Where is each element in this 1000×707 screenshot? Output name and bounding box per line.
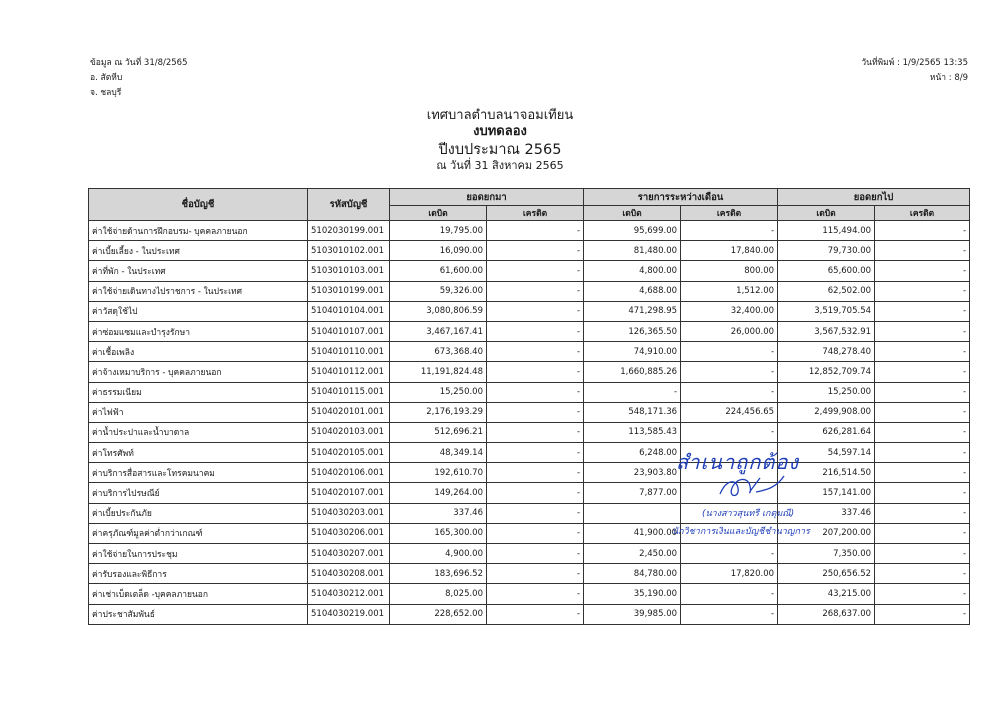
table-row xyxy=(89,402,970,422)
month-debit-cell: 81,480.00 xyxy=(584,241,681,261)
account-name-cell: ค่ารับรองและพิธีการ xyxy=(89,564,308,584)
account-name-cell: ค่าไฟฟ้า xyxy=(89,402,308,422)
account-name-cell: ค่าใช้จ่ายด้านการฝึกอบรม- บุคคลภายนอก xyxy=(89,221,308,241)
fiscal-year: ปีงบประมาณ 2565 xyxy=(438,141,562,158)
month-debit-cell xyxy=(584,503,681,523)
account-name-cell: ค่าบริการไปรษณีย์ xyxy=(89,483,308,503)
month-debit-cell: 4,688.00 xyxy=(584,281,681,301)
cf-credit-cell: - xyxy=(875,422,970,442)
month-credit-cell: 26,000.00 xyxy=(681,321,778,341)
month-credit-cell: 17,840.00 xyxy=(681,241,778,261)
month-credit-cell: 800.00 xyxy=(681,261,778,281)
cf-debit-cell: 626,281.64 xyxy=(778,422,875,442)
month-credit-cell: - xyxy=(681,544,778,564)
table-row xyxy=(89,584,970,604)
bf-credit-cell: - xyxy=(487,422,584,442)
account-name-cell: ค่าครุภัณฑ์มูลค่าต่ำกว่าเกณฑ์ xyxy=(89,523,308,543)
month-credit-cell: 1,512.00 xyxy=(681,281,778,301)
bf-credit-cell: - xyxy=(487,342,584,362)
month-credit-cell xyxy=(681,463,778,483)
table-row xyxy=(89,523,970,543)
cf-debit-cell: 12,852,709.74 xyxy=(778,362,875,382)
bf-debit-cell: 11,191,824.48 xyxy=(390,362,487,382)
month-debit-cell: 7,877.00 xyxy=(584,483,681,503)
cf-credit-cell: - xyxy=(875,523,970,543)
account-name-cell: ค่าประชาสัมพันธ์ xyxy=(89,604,308,624)
account-code-cell: 5104020106.001 xyxy=(308,463,390,483)
table-row xyxy=(89,503,970,523)
account-code-cell: 5104010107.001 xyxy=(308,321,390,341)
bf-credit-cell: - xyxy=(487,604,584,624)
table-row xyxy=(89,301,970,321)
cf-credit-cell: - xyxy=(875,564,970,584)
cf-credit-cell: - xyxy=(875,342,970,362)
header-m-debit: เดบิต xyxy=(584,206,681,221)
table-row xyxy=(89,544,970,564)
cf-debit-cell: 65,600.00 xyxy=(778,261,875,281)
cf-credit-cell: - xyxy=(875,382,970,402)
report-title: งบทดลอง xyxy=(473,124,527,140)
district: อ. สัตหีบ xyxy=(90,73,123,83)
header-during-month: รายการระหว่างเดือน xyxy=(584,189,778,206)
month-debit-cell: 471,298.95 xyxy=(584,301,681,321)
table-row xyxy=(89,321,970,341)
cf-credit-cell: - xyxy=(875,321,970,341)
bf-credit-cell: - xyxy=(487,544,584,564)
bf-credit-cell: - xyxy=(487,362,584,382)
month-credit-cell: 224,456.65 xyxy=(681,402,778,422)
bf-debit-cell: 3,467,167.41 xyxy=(390,321,487,341)
account-code-cell: 5104030212.001 xyxy=(308,584,390,604)
account-code-cell: 5104020107.001 xyxy=(308,483,390,503)
account-code-cell: 5104010110.001 xyxy=(308,342,390,362)
cf-debit-cell: 250,656.52 xyxy=(778,564,875,584)
cf-credit-cell: - xyxy=(875,604,970,624)
bf-debit-cell: 2,176,193.29 xyxy=(390,402,487,422)
cf-debit-cell: 79,730.00 xyxy=(778,241,875,261)
account-name-cell: ค่าเชื้อเพลิง xyxy=(89,342,308,362)
cf-credit-cell: - xyxy=(875,443,970,463)
table-row xyxy=(89,342,970,362)
bf-debit-cell: 48,349.14 xyxy=(390,443,487,463)
cf-credit-cell: - xyxy=(875,463,970,483)
account-name-cell: ค่าธรรมเนียม xyxy=(89,382,308,402)
account-code-cell: 5104010112.001 xyxy=(308,362,390,382)
cf-debit-cell: 337.46 xyxy=(778,503,875,523)
table-row xyxy=(89,221,970,241)
bf-debit-cell: 19,795.00 xyxy=(390,221,487,241)
cf-debit-cell: 3,519,705.54 xyxy=(778,301,875,321)
month-credit-cell xyxy=(681,503,778,523)
month-debit-cell: 74,910.00 xyxy=(584,342,681,362)
header-account-name: ชื่อบัญชี xyxy=(89,189,308,221)
report-meta-right xyxy=(861,56,968,86)
account-name-cell: ค่าน้ำประปาและน้ำบาดาล xyxy=(89,422,308,442)
cf-debit-cell: 43,215.00 xyxy=(778,584,875,604)
table-row xyxy=(89,483,970,503)
month-credit-cell: - xyxy=(681,342,778,362)
bf-credit-cell: - xyxy=(487,483,584,503)
bf-debit-cell: 228,652.00 xyxy=(390,604,487,624)
data-as-of: ข้อมูล ณ วันที่ 31/8/2565 xyxy=(90,58,188,68)
month-credit-cell xyxy=(681,483,778,503)
month-debit-cell: 4,800.00 xyxy=(584,261,681,281)
table-row xyxy=(89,241,970,261)
cf-debit-cell: 157,141.00 xyxy=(778,483,875,503)
month-credit-cell xyxy=(681,443,778,463)
stamp-text: สำเนาถูกต้อง xyxy=(676,450,800,474)
month-debit-cell: 548,171.36 xyxy=(584,402,681,422)
account-code-cell: 5104030206.001 xyxy=(308,523,390,543)
month-credit-cell: - xyxy=(681,382,778,402)
account-code-cell: 5104030208.001 xyxy=(308,564,390,584)
table-row xyxy=(89,261,970,281)
bf-debit-cell: 59,326.00 xyxy=(390,281,487,301)
bf-credit-cell: - xyxy=(487,523,584,543)
account-code-cell: 5103010199.001 xyxy=(308,281,390,301)
bf-credit-cell: - xyxy=(487,584,584,604)
account-name-cell: ค่าวัสดุใช้ไป xyxy=(89,301,308,321)
account-code-cell: 5104020105.001 xyxy=(308,443,390,463)
cf-debit-cell: 216,514.50 xyxy=(778,463,875,483)
stamp-signer-position: นักวิชาการเงินและบัญชีชำนาญการ xyxy=(672,527,810,537)
table-body xyxy=(89,221,970,625)
month-credit-cell: - xyxy=(681,584,778,604)
account-name-cell: ค่าเบี้ยเลี้ยง - ในประเทศ xyxy=(89,241,308,261)
account-code-cell: 5102030199.001 xyxy=(308,221,390,241)
month-debit-cell: 23,903.80 xyxy=(584,463,681,483)
table-row xyxy=(89,422,970,442)
cf-credit-cell: - xyxy=(875,281,970,301)
table-row xyxy=(89,443,970,463)
cf-debit-cell: 7,350.00 xyxy=(778,544,875,564)
cf-debit-cell: 3,567,532.91 xyxy=(778,321,875,341)
bf-credit-cell: - xyxy=(487,463,584,483)
province: จ. ชลบุรี xyxy=(90,88,122,98)
account-name-cell: ค่าโทรศัพท์ xyxy=(89,443,308,463)
month-debit-cell: 113,585.43 xyxy=(584,422,681,442)
bf-debit-cell: 61,600.00 xyxy=(390,261,487,281)
bf-credit-cell: - xyxy=(487,564,584,584)
cf-credit-cell: - xyxy=(875,241,970,261)
header-carried-forward: ยอดยกไป xyxy=(778,189,970,206)
cf-credit-cell: - xyxy=(875,221,970,241)
header-bf-debit: เดบิต xyxy=(390,206,487,221)
bf-debit-cell: 16,090.00 xyxy=(390,241,487,261)
account-code-cell: 5104020103.001 xyxy=(308,422,390,442)
account-code-cell: 5103010103.001 xyxy=(308,261,390,281)
month-debit-cell: 126,365.50 xyxy=(584,321,681,341)
table-row xyxy=(89,564,970,584)
cf-debit-cell: 54,597.14 xyxy=(778,443,875,463)
bf-credit-cell: - xyxy=(487,321,584,341)
cf-credit-cell: - xyxy=(875,584,970,604)
bf-debit-cell: 149,264.00 xyxy=(390,483,487,503)
month-credit-cell: 17,820.00 xyxy=(681,564,778,584)
cf-debit-cell: 748,278.40 xyxy=(778,342,875,362)
bf-credit-cell: - xyxy=(487,382,584,402)
account-code-cell: 5104030207.001 xyxy=(308,544,390,564)
account-name-cell: ค่าใช้จ่ายเดินทางไปราชการ - ในประเทศ xyxy=(89,281,308,301)
table-row xyxy=(89,463,970,483)
bf-debit-cell: 673,368.40 xyxy=(390,342,487,362)
header-cf-credit: เครดิต xyxy=(875,206,970,221)
bf-credit-cell: - xyxy=(487,443,584,463)
header-brought-forward: ยอดยกมา xyxy=(390,189,584,206)
bf-debit-cell: 15,250.00 xyxy=(390,382,487,402)
cf-credit-cell: - xyxy=(875,301,970,321)
table-row xyxy=(89,382,970,402)
account-name-cell: ค่าจ้างเหมาบริการ - บุคคลภายนอก xyxy=(89,362,308,382)
bf-debit-cell: 512,696.21 xyxy=(390,422,487,442)
cf-credit-cell: - xyxy=(875,503,970,523)
bf-credit-cell: - xyxy=(487,261,584,281)
month-credit-cell: 32,400.00 xyxy=(681,301,778,321)
account-name-cell: ค่าเบี้ยประกันภัย xyxy=(89,503,308,523)
cf-debit-cell: 207,200.00 xyxy=(778,523,875,543)
account-name-cell: ค่าบริการสื่อสารและโทรคมนาคม xyxy=(89,463,308,483)
month-credit-cell: - xyxy=(681,362,778,382)
stamp-signer-name: (นางสาวสุนทรี เกตุมณี) xyxy=(702,509,795,519)
bf-credit-cell: - xyxy=(487,221,584,241)
cf-credit-cell: - xyxy=(875,261,970,281)
month-debit-cell: 84,780.00 xyxy=(584,564,681,584)
bf-credit-cell: - xyxy=(487,241,584,261)
month-credit-cell: - xyxy=(681,422,778,442)
trial-balance-table xyxy=(88,188,970,625)
header-bf-credit: เครดิต xyxy=(487,206,584,221)
cf-credit-cell: - xyxy=(875,544,970,564)
table-row xyxy=(89,281,970,301)
month-debit-cell: - xyxy=(584,382,681,402)
account-name-cell: ค่าใช้จ่ายในการประชุม xyxy=(89,544,308,564)
print-date: วันที่พิมพ์ : 1/9/2565 13:35 xyxy=(861,58,968,68)
header-cf-debit: เดบิต xyxy=(778,206,875,221)
bf-debit-cell: 4,900.00 xyxy=(390,544,487,564)
month-debit-cell: 35,190.00 xyxy=(584,584,681,604)
cf-credit-cell: - xyxy=(875,402,970,422)
month-credit-cell: - xyxy=(681,221,778,241)
cf-debit-cell: 115,494.00 xyxy=(778,221,875,241)
bf-debit-cell: 165,300.00 xyxy=(390,523,487,543)
organization-name: เทศบาลตำบลนาจอมเทียน xyxy=(426,108,574,123)
month-debit-cell: 95,699.00 xyxy=(584,221,681,241)
cf-credit-cell: - xyxy=(875,362,970,382)
month-credit-cell xyxy=(681,523,778,543)
month-debit-cell: 39,985.00 xyxy=(584,604,681,624)
month-debit-cell: 41,900.00 xyxy=(584,523,681,543)
cf-debit-cell: 268,637.00 xyxy=(778,604,875,624)
month-debit-cell: 2,450.00 xyxy=(584,544,681,564)
cf-credit-cell: - xyxy=(875,483,970,503)
account-code-cell: 5104030203.001 xyxy=(308,503,390,523)
table-row xyxy=(89,604,970,624)
account-code-cell: 5104010104.001 xyxy=(308,301,390,321)
header-m-credit: เครดิต xyxy=(681,206,778,221)
account-code-cell: 5103010102.001 xyxy=(308,241,390,261)
account-code-cell: 5104010115.001 xyxy=(308,382,390,402)
month-debit-cell: 6,248.00 xyxy=(584,443,681,463)
bf-credit-cell: - xyxy=(487,402,584,422)
account-code-cell: 5104020101.001 xyxy=(308,402,390,422)
header-account-code: รหัสบัญชี xyxy=(308,189,390,221)
page-number: หน้า : 8/9 xyxy=(929,73,968,83)
cf-debit-cell: 15,250.00 xyxy=(778,382,875,402)
table-row xyxy=(89,362,970,382)
cf-debit-cell: 62,502.00 xyxy=(778,281,875,301)
account-name-cell: ค่าซ่อมแซมและบำรุงรักษา xyxy=(89,321,308,341)
month-debit-cell: 1,660,885.26 xyxy=(584,362,681,382)
bf-debit-cell: 337.46 xyxy=(390,503,487,523)
report-titles xyxy=(0,108,1000,172)
account-code-cell: 5104030219.001 xyxy=(308,604,390,624)
account-name-cell: ค่าเช่าเบ็ดเตล็ด -บุคคลภายนอก xyxy=(89,584,308,604)
bf-debit-cell: 8,025.00 xyxy=(390,584,487,604)
cf-debit-cell: 2,499,908.00 xyxy=(778,402,875,422)
bf-debit-cell: 3,080,806.59 xyxy=(390,301,487,321)
bf-debit-cell: 183,696.52 xyxy=(390,564,487,584)
bf-credit-cell: - xyxy=(487,503,584,523)
account-name-cell: ค่าที่พัก - ในประเทศ xyxy=(89,261,308,281)
report-date: ณ วันที่ 31 สิงหาคม 2565 xyxy=(436,158,564,172)
month-credit-cell: - xyxy=(681,604,778,624)
bf-credit-cell: - xyxy=(487,301,584,321)
report-meta-left xyxy=(90,56,188,101)
bf-debit-cell: 192,610.70 xyxy=(390,463,487,483)
bf-credit-cell: - xyxy=(487,281,584,301)
